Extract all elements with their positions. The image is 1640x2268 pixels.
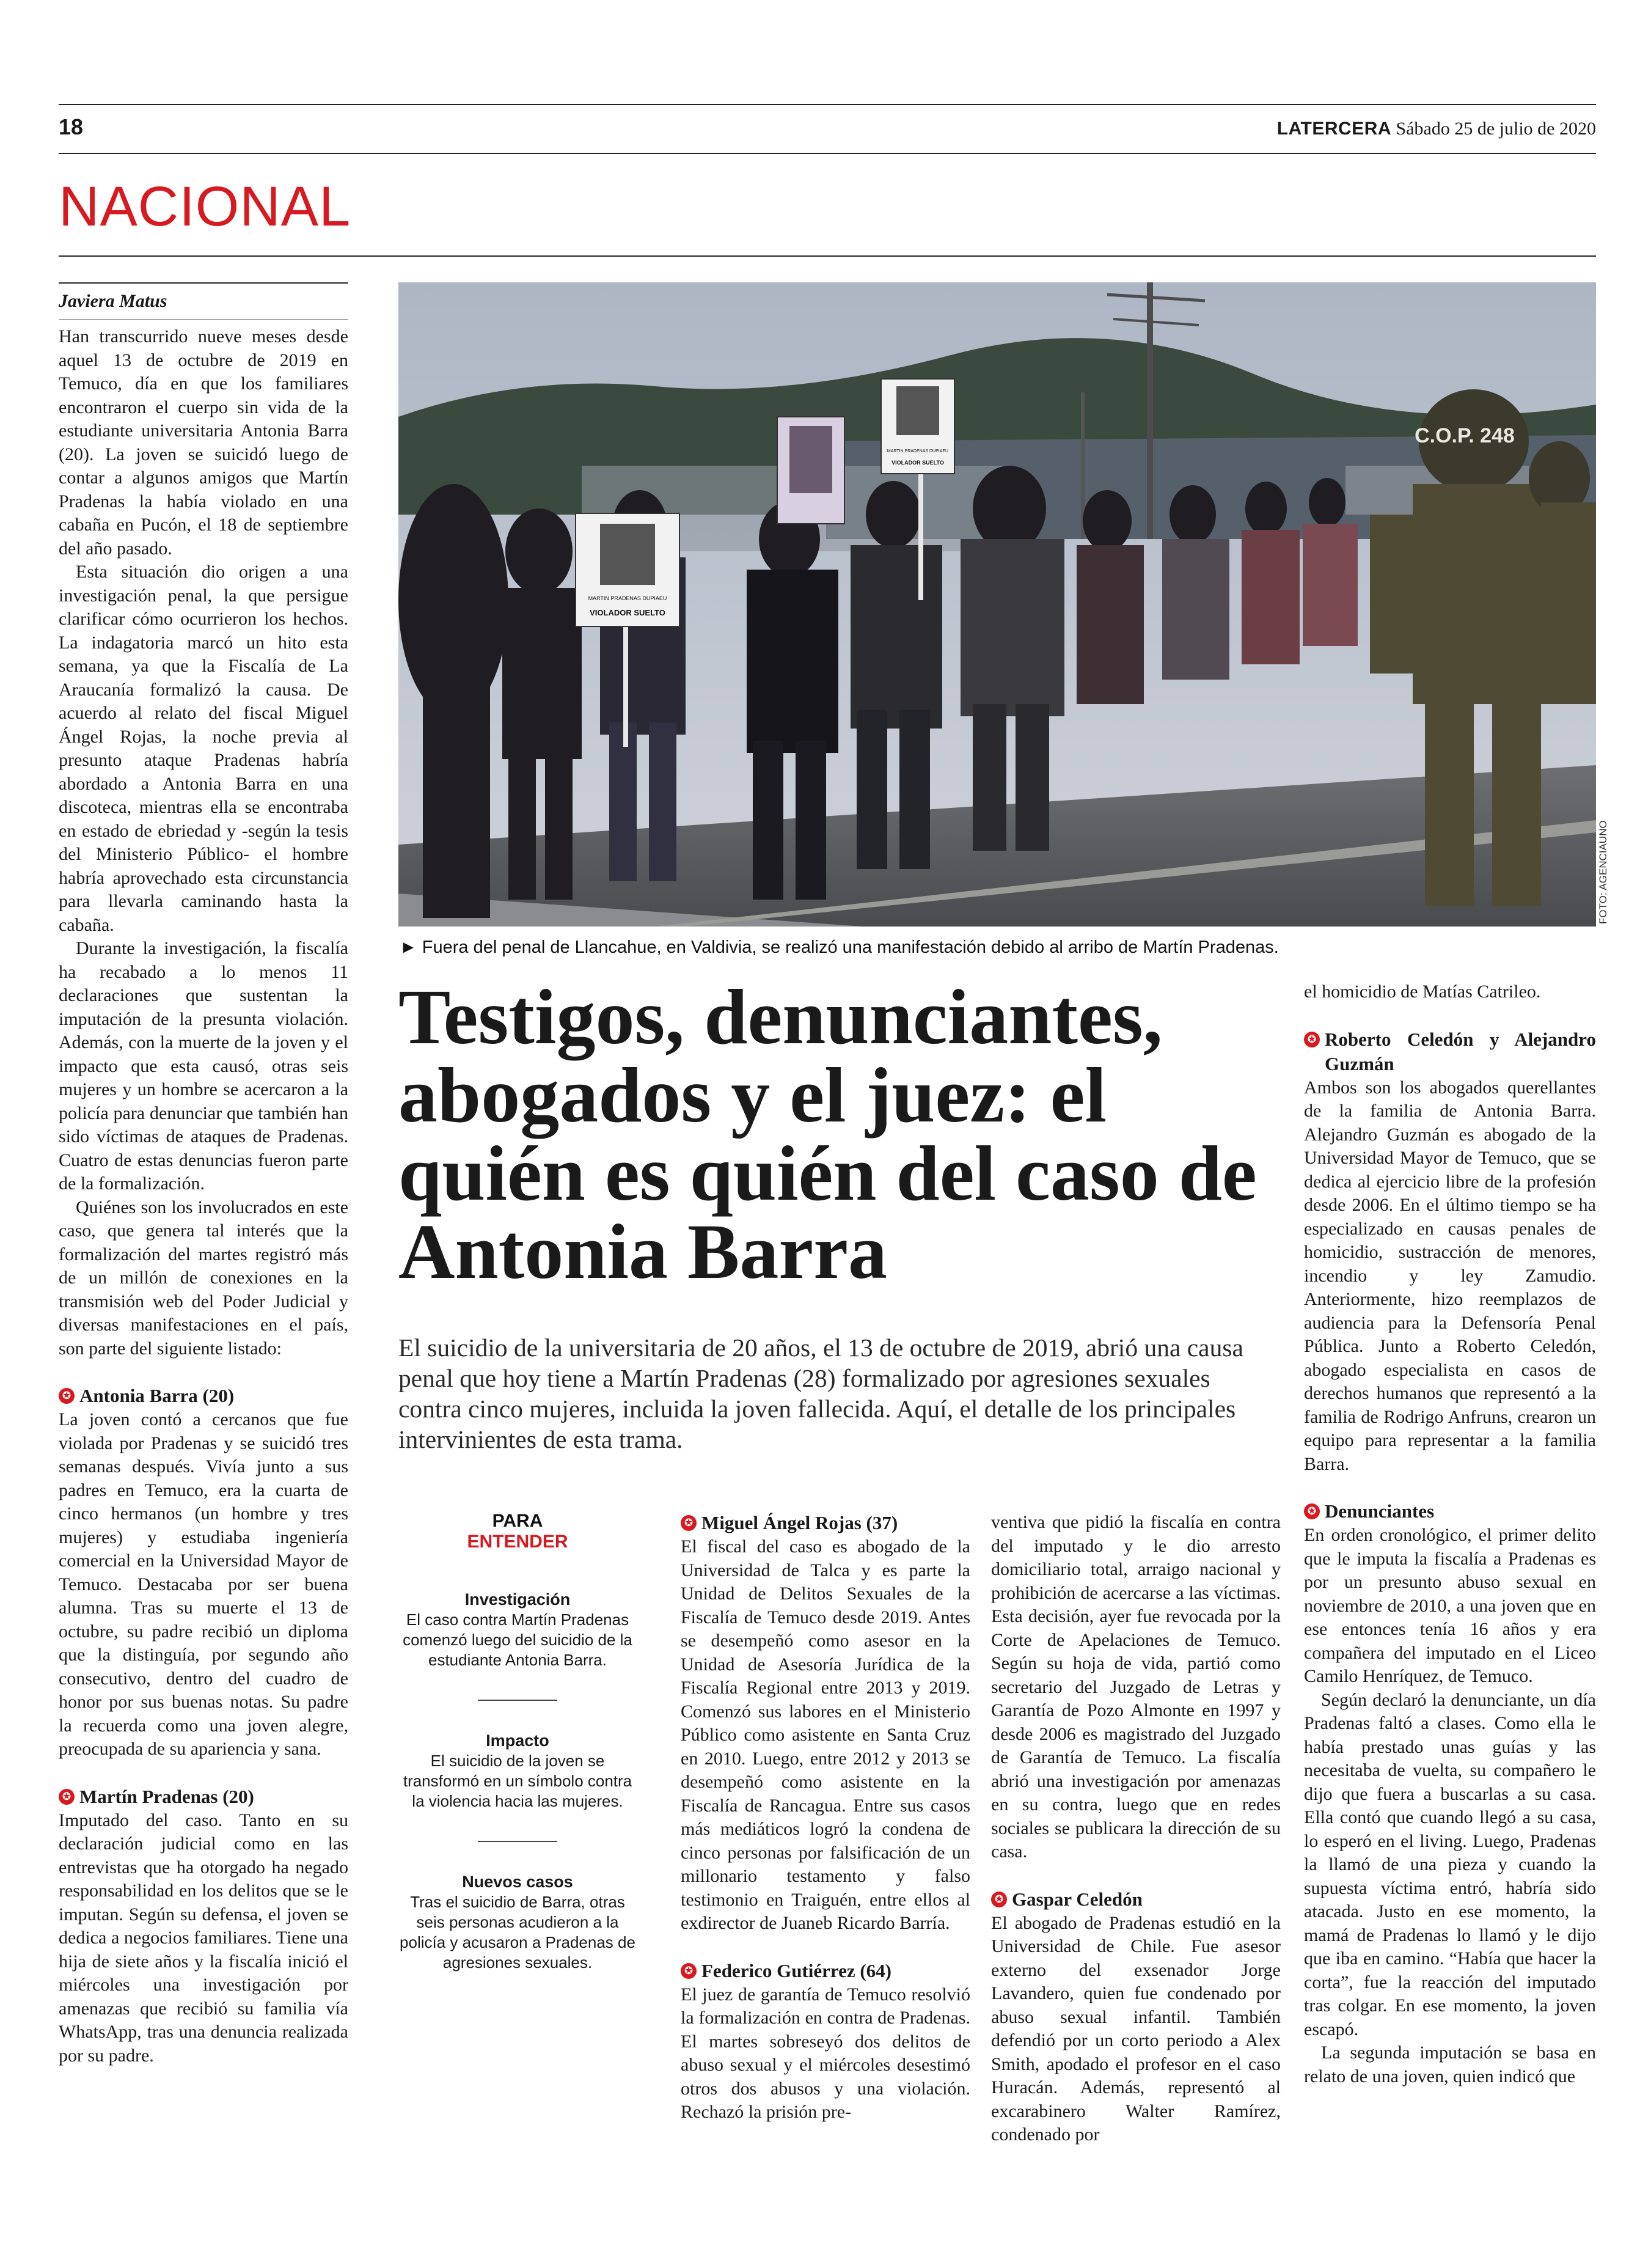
byline-underline [59,319,348,320]
paragraph: El fiscal del caso es abogado de la Universidad de Talca y es parte la Unidad de Delitos Sexuales de la Fiscalía de Temuco desde 2019. Antes se desempeñó como asesor en la Unidad de Asesoría Jurídica de la Fiscalía Regional entre 2013 y 2019. Comenzó sus labores en el Ministerio Público como asistente en Santa Cruz en 2010. Luego, entre 2012 y 2013 se desempeñó como asistente en la Fiscalía de Rancagua. Entre sus casos más mediáticos logró la condena de cinco personas por falsificación de un millonario testamento y falso testimonio en Traiguén, entre ellos al exdirector de Juaneb Ricardo Barría. [681,1536,970,1933]
svg-text:MARTIN PRADENAS DUPIAEU: MARTIN PRADENAS DUPIAEU [887,449,949,453]
subhead-federico-gutierrez: ✪ Federico Gutiérrez (64) [681,1959,970,1983]
helmet-text: C.O.P. 248 [1415,424,1515,447]
photo-credit: FOTO: AGENCIAUNO [1597,820,1609,924]
paragraph: Según declaró la denunciante, un día Pradenas faltó a clases. Como ella le había prestado unas guías y las necesitaba de vuelta, su compañero le dijo que fuera a buscarlas a su casa. Ella contó que cuando llegó a su casa, lo esperó en el living. Luego, Pradenas la llamó de una pieza y cuando la supuesta víctima entró, habría sido atacada. Justo en ese momento, la mamá de Pradenas lo llamó y le dijo que iba en camino. “Había que hacer la corta”, fue la reacción del imputado tras colgar. En ese momento, la joven escapó. [1304,1689,1596,2039]
photo-caption: ► Fuera del penal de Llancahue, en Valdivia, se realizó una manifestación debido al arribo de Martín Pradenas. [400,938,1279,957]
sidebar-item: Impacto El suicidio de la joven se transformó en un símbolo contra la violencia hacia las mujeres. [403,1731,632,1810]
section-title: NACIONAL [59,175,351,238]
star-bullet-icon: ✪ [681,1515,697,1531]
subhead-celedon-guzman: ✪ Roberto Celedón y Alejandro Guzmán [1304,1027,1596,1076]
star-bullet-icon: ✪ [59,1789,75,1805]
column-1 [59,325,348,2068]
kicker-top: PARA [492,1511,543,1531]
news-photo [398,282,1596,927]
page-number: 18 [59,114,84,139]
sidebar-divider [478,1700,557,1701]
paragraph: El abogado de Pradenas estudió en la Universidad de Chile. Fue asesor externo del exsenador Jorge Lavandero, quien fue condenado por abuso sexual infantil. También defendió por un corto periodo a Alex Smith, apodado el profesor en el caso Huracán. Además, representó al excarabinero Walter Ramírez, condenado por [991,1912,1281,2145]
subhead-antonia-barra: ✪ Antonia Barra (20) [59,1384,348,1408]
star-bullet-icon: ✪ [1304,1503,1320,1519]
paragraph: La joven contó a cercanos que fue violada por Pradenas y se suicidó tres semanas después. Vivía junto a sus padres en Temuco, era la cuarta de cinco hermanos (un hombre y tres mujeres) y estudiaba ingeniería comercial en la Universidad Mayor de Temuco. Destacaba por ser buena alumna. Tras su muerte el 13 de octubre, su padre recibió un diploma que la distinguía, por segundo año consecutivo, dentro del cuadro de honor por sus buenas notas. Su padre la recuerda como una joven alegre, preocupada de su apariencia y sana. [59,1409,348,1759]
protest-sign-3 [777,417,844,524]
paragraph: Durante la investigación, la fiscalía ha recabado a lo menos 11 declaraciones que sustentan la imputación de la presunta violación. Además, con la muerte de la joven y el impacto que esta causó, otras seis mujeres y un hombre se acercaron a la policía para denunciar que también han sido víctimas de ataques de Pradenas. Cuatro de estas denuncias fueron parte de la formalización. [59,938,348,1194]
sidebar-divider [478,1841,557,1842]
paragraph: La segunda imputación se basa en relato de una joven, quien indicó que [1304,2042,1596,2086]
star-bullet-icon: ✪ [1304,1032,1320,1048]
paragraph: Esta situación dio origen a una investigación penal, la que persigue clarificar cómo ocurrieron los hechos. La indagatoria marcó un hito esta semana, ya que la Fiscalía de La Araucanía formalizó la causa. De acuerdo al relato del fiscal Miguel Ángel Rojas, la noche previa al presunto ataque Pradenas habría abordado a Antonia Barra en una discoteca, mientras ella se encontraba en estado de ebriedad y -según la tesis del Ministerio Público- el hombre habría aprovechado esta circunstancia para llevarla caminando hasta la cabaña. [59,562,348,935]
sidebar-item: Nuevos casos Tras el suicidio de Barra, otras seis personas acudieron a la policía y acusaron a Pradenas de agresiones sexuales. [400,1873,635,1972]
star-bullet-icon: ✪ [681,1963,697,1979]
header-bottom-rule [59,153,1596,154]
kicker-bottom: ENTENDER [467,1532,568,1552]
subhead-gaspar-celedon: ✪ Gaspar Celedón [991,1887,1281,1912]
deck: El suicidio de la universitaria de 20 años, el 13 de octubre de 2019, abrió una causa penal que hoy tiene a Martín Pradenas (28) formalizado por agresiones sexuales contra cinco mujeres, incluida la joven fallecida. Aquí, el detalle de los principales intervinientes de esta trama. [398,1334,1243,1453]
caption-arrow-icon: ► [400,938,417,957]
star-bullet-icon: ✪ [59,1388,75,1404]
column-4 [991,1511,1281,2147]
paragraph: En orden cronológico, el primer delito que le imputa la fiscalía a Pradenas es por un presunto abuso sexual en noviembre de 2010, a una joven que en ese entonces tenía 16 años y era compañera del imputado en el Liceo Camilo Henríquez, de Temuco. [1304,1525,1596,1686]
svg-text:VIOLADOR SUELTO: VIOLADOR SUELTO [891,460,944,466]
byline-rule [59,282,348,284]
header-dateline [1277,117,1596,141]
column-5 [1304,980,1596,2088]
brand-logo: LATERCERA [1276,119,1392,139]
svg-text:MARTIN PRADENAS DUPIAEU: MARTIN PRADENAS DUPIAEU [588,595,667,601]
subhead-martin-pradenas: ✪ Martín Pradenas (20) [59,1785,348,1809]
sidebar-item: Investigación El caso contra Martín Pradenas comenzó luego del suicidio de la estudiante Antonia Barra. [403,1590,632,1669]
byline: Javiera Matus [59,291,167,311]
issue-date: Sábado 25 de julio de 2020 [1396,119,1596,139]
column-3 [681,1511,970,2124]
paragraph: Imputado del caso. Tanto en su declaración judicial como en las entrevistas que ha otorgado ha negado responsabilidad en los delitos que se le imputan. Según su defensa, el joven se dedica a negocios familiares. Tiene una hija de siete años y la fiscalía inició el miércoles una investigación por amenazas que recibió su familia vía WhatsApp, tras una denuncia realizada por su padre. [59,1810,348,2066]
svg-text:VIOLADOR SUELTO: VIOLADOR SUELTO [590,608,665,617]
star-bullet-icon: ✪ [991,1892,1007,1907]
header-top-rule [59,104,1596,105]
para-entender-box [398,1511,637,1973]
subhead-miguel-angel-rojas: ✪ Miguel Ángel Rojas (37) [681,1511,970,1535]
section-rule [59,255,1596,257]
subhead-denunciantes: ✪ Denunciantes [1304,1499,1596,1524]
headline: Testigos, denunciantes, abogados y el juez: el quién es quién del caso de Antonia Barra [398,974,1257,1295]
photo-credit-wrap [1597,820,1611,1046]
paragraph: Ambos son los abogados querellantes de la familia de Antonia Barra. Alejandro Guzmán es abogado de la Universidad Mayor de Temuco, que se dedica al ejercicio libre de la profesión desde 2006. En el último tiempo se ha especializado en causas penales de homicidio, sustracción de menores, incendio y ley Zamudio. Anteriormente, hizo reemplazos de audiencia para la Defensoría Penal Pública. Junto a Roberto Celedón, abogado especialista en casos de derechos humanos que representó a la familia de Rodrigo Anfruns, crearon un equipo para representar a la familia Barra. [1304,1077,1596,1474]
paragraph: El juez de garantía de Temuco resolvió la formalización en contra de Pradenas. El martes sobreseyó dos delitos de abuso sexual y el miércoles desestimó otros dos abusos y una violación. Rechazó la prisión pre- [681,1984,970,2122]
paragraph: ventiva que pidió la fiscalía en contra del imputado y le dio arresto domiciliario total, arraigo nacional y prohibición de acercarse a las víctimas. Esta decisión, ayer fue revocada por la Corte de Apelaciones de Temuco. Según su hoja de vida, partió como secretario del Juzgado de Letras y Garantía de Pozo Almonte en 1997 y desde 2006 es magistrado del Juzgado de Garantía de Temuco. La fiscalía abrió una investigación por amenazas en su contra, luego que en redes sociales se publicara la dirección de su casa. [991,1512,1281,1862]
paragraph: Han transcurrido nueve meses desde aquel 13 de octubre de 2019 en Temuco, día en que los familiares encontraron el cuerpo sin vida de la estudiante universitaria Antonia Barra (20). La joven se suicidó luego de contar a algunos amigos que Martín Pradenas la había violado en una cabaña en Pucón, el 18 de septiembre del año pasado. [59,326,348,559]
paragraph: el homicidio de Matías Catrileo. [1304,982,1541,1002]
paragraph: Quiénes son los involucrados en este caso, que genera tal interés que la formalización del martes registró más de un millón de conexiones en la transmisión web del Poder Judicial y diversas manifestaciones en el país, son parte del siguiente listado: [59,1197,348,1359]
